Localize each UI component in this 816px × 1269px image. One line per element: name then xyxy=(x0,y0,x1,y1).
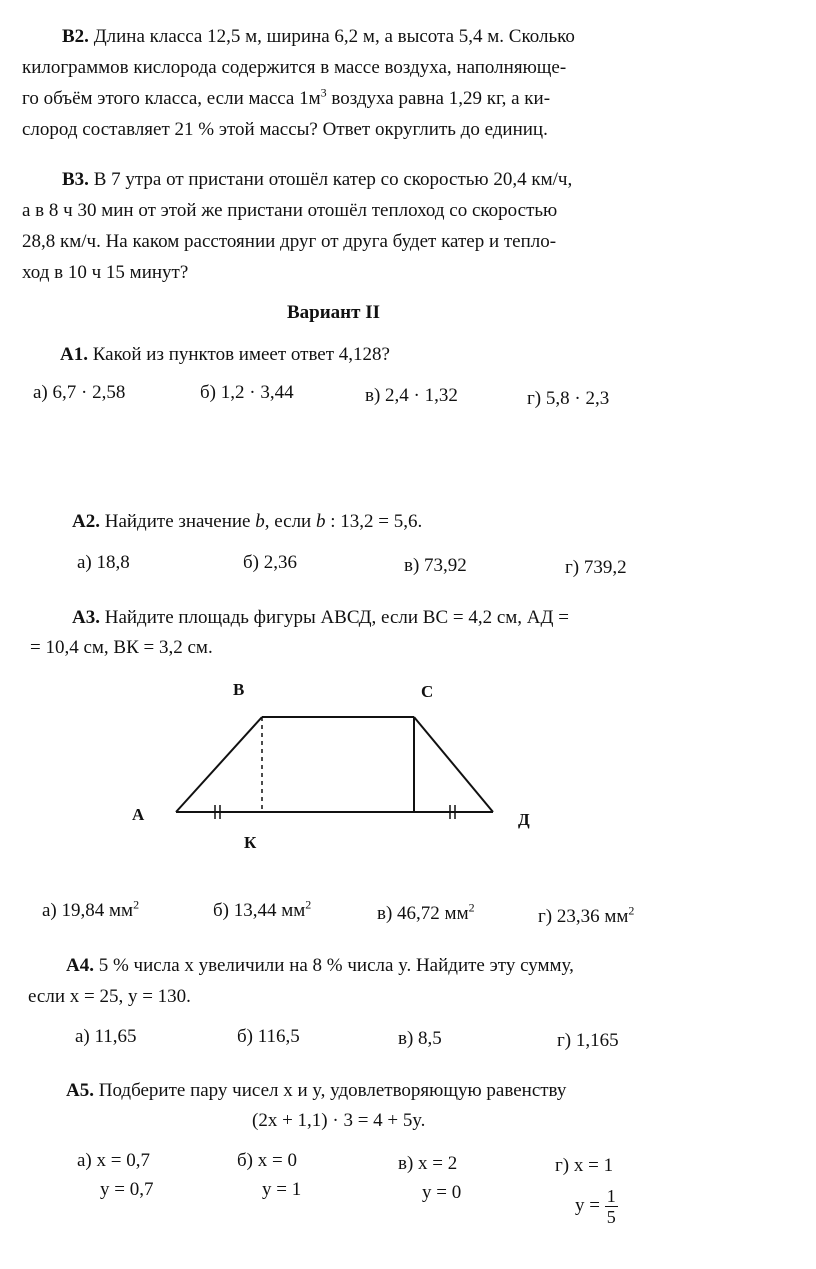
a5-label: А5. xyxy=(66,1080,94,1101)
a4-option-d: г) 1,165 xyxy=(557,1030,619,1051)
a4-line2: если x = 25, y = 130. xyxy=(28,986,191,1007)
a2-option-c: в) 73,92 xyxy=(404,555,467,576)
fraction-one-fifth: $\frac{1}{5}$ xyxy=(606,1186,616,1227)
a1-option-d: г) 5,8 · 2,3 xyxy=(527,388,610,409)
a3-option-b: б) 13,44 $мм^2$ xyxy=(213,897,312,921)
a5-option-d-y: y = $\frac{1}{5}$ xyxy=(575,1186,616,1227)
b2-line3: го объём этого класса, если масса $1м^3$ воздуха равна 1,29 кг, а ки- xyxy=(22,85,551,109)
a3-option-d: г) 23,36 $мм^2$ xyxy=(538,903,635,927)
point-d-label: Д xyxy=(518,810,530,829)
a5-option-d-x: г) x = 1 xyxy=(555,1155,614,1176)
side-ab xyxy=(176,717,262,812)
a1-option-a: а) 6,7 · 2,58 xyxy=(33,382,126,403)
point-b-label: В xyxy=(233,680,245,699)
b2-line2: килограммов кислорода содержится в массе воздуха, наполняюще- xyxy=(22,57,567,78)
a5-question: А5. Подберите пару чисел x и y, удовлетворяющую равенству xyxy=(66,1080,567,1101)
a4-line1: А4. 5 % числа x увеличили на 8 % числа y. Найдите эту сумму, xyxy=(66,955,574,976)
b3-line4: ход в 10 ч 15 минут? xyxy=(22,262,189,283)
b3-label: В3. xyxy=(62,169,89,190)
variant-title: Вариант II xyxy=(287,302,381,323)
b2-label: В2. xyxy=(62,26,89,47)
a1-label: А1. xyxy=(60,344,88,365)
a1-option-c: в) 2,4 · 1,32 xyxy=(365,385,458,406)
a2-question: А2. Найдите значение b, если b : 13,2 = 5,6. xyxy=(72,511,423,532)
a2-option-d: г) 739,2 xyxy=(565,557,627,578)
point-a-label: А xyxy=(132,805,145,824)
a5-option-b-y: y = 1 xyxy=(262,1179,302,1200)
side-cd xyxy=(414,717,493,812)
a5-option-a-y: y = 0,7 xyxy=(100,1179,154,1200)
b3-line2: а в 8 ч 30 мин от этой же пристани отошёл теплоход со скоростью xyxy=(22,200,558,221)
a3-option-a: а) 19,84 $мм^2$ xyxy=(42,897,140,921)
point-k-label: К xyxy=(244,833,257,852)
a5-option-a-x: а) x = 0,7 xyxy=(77,1150,150,1171)
b2-line4: слород составляет 21 % этой массы? Ответ округлить до единиц. xyxy=(22,119,548,140)
a3-line2: = 10,4 см, ВК = 3,2 см. xyxy=(30,637,213,658)
a4-label: А4. xyxy=(66,955,94,976)
a4-option-c: в) 8,5 xyxy=(398,1028,442,1049)
a3-label: А3. xyxy=(72,607,100,628)
point-c-label: С xyxy=(421,682,434,701)
b3-line3: 28,8 км/ч. На каком расстоянии друг от друга будет катер и тепло- xyxy=(22,231,557,252)
a3-option-c: в) 46,72 $мм^2$ xyxy=(377,900,475,924)
a5-equation: (2x + 1,1) · 3 = 4 + 5y. xyxy=(252,1110,426,1131)
a5-option-c-y: y = 0 xyxy=(422,1182,462,1203)
a4-option-a: а) 11,65 xyxy=(75,1026,137,1047)
a2-option-b: б) 2,36 xyxy=(243,552,297,573)
a1-option-b: б) 1,2 · 3,44 xyxy=(200,382,294,403)
a4-option-b: б) 116,5 xyxy=(237,1026,300,1047)
a1-question: А1. Какой из пунктов имеет ответ 4,128? xyxy=(60,344,390,365)
a5-option-b-x: б) x = 0 xyxy=(237,1150,297,1171)
b3-line1: В3. В 7 утра от пристани отошёл катер со скоростью 20,4 км/ч, xyxy=(62,169,573,190)
a2-label: А2. xyxy=(72,511,100,532)
a2-option-a: а) 18,8 xyxy=(77,552,130,573)
a3-line1: А3. Найдите площадь фигуры АВСД, если ВС = 4,2 см, АД = xyxy=(72,607,569,628)
a5-option-c-x: в) x = 2 xyxy=(398,1153,458,1174)
b2-line1: В2. Длина класса 12,5 м, ширина 6,2 м, а высота 5,4 м. Сколько xyxy=(62,26,575,47)
